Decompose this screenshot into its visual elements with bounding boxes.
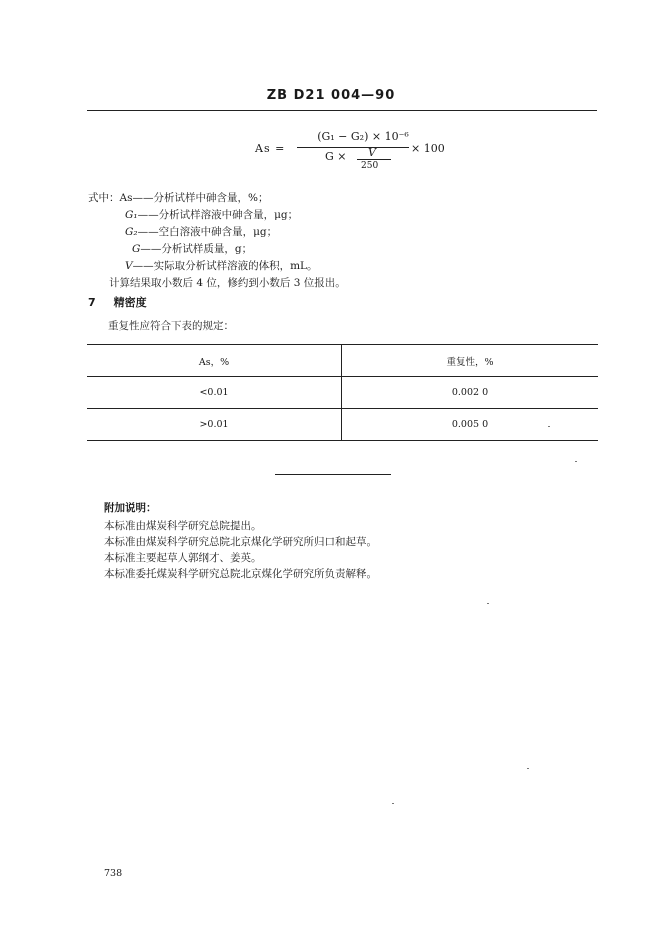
definition-symbol: G₂ — [125, 226, 138, 238]
formula-numerator: (G₁ − G₂) × 10⁻⁶ — [317, 130, 409, 143]
notes-line: 本标准主要起草人郭纲才、姜英。 — [104, 552, 262, 564]
definition-line — [88, 207, 568, 224]
document-code: ZB D21 004—90 — [266, 88, 396, 103]
definition-line — [88, 258, 568, 275]
section-title: 精密度 — [113, 296, 147, 309]
section-heading — [88, 294, 165, 310]
table-cell: 0.002 0 — [342, 377, 599, 409]
scan-speck — [575, 461, 577, 462]
scan-speck — [487, 603, 489, 604]
page-number: 738 — [104, 868, 123, 879]
formula-v-denominator: 250 — [361, 161, 379, 171]
definition-text: ——分析试样质量，g； — [140, 243, 253, 255]
definition-line — [88, 190, 568, 207]
definition-text: ——空白溶液中砷含量，μg； — [137, 226, 278, 238]
scan-speck — [392, 803, 394, 804]
definition-text: ——分析试样中砷含量，%； — [132, 192, 269, 204]
definition-line — [88, 224, 568, 241]
notes-title: 附加说明： — [104, 502, 157, 514]
header-rule — [87, 110, 597, 111]
definition-text: ——分析试样溶液中砷含量，μg； — [137, 209, 299, 221]
formula-v-numerator: V — [368, 146, 376, 159]
definition-symbol: G₁ — [125, 209, 138, 221]
notes-line: 本标准由煤炭科学研究总院提出。 — [104, 520, 262, 532]
notes-line: 本标准委托煤炭科学研究总院北京煤化学研究所负责解释。 — [104, 568, 377, 580]
table-cell: <0.01 — [87, 377, 342, 409]
table-cell: 0.005 0 — [342, 409, 599, 441]
notes-line: 本标准由煤炭科学研究总院北京煤化学研究所归口和起草。 — [104, 536, 377, 548]
scan-speck — [527, 768, 529, 769]
table-row — [87, 409, 598, 441]
formula-small-fraction-bar — [357, 159, 391, 160]
precision-table — [87, 344, 598, 441]
formula — [255, 130, 455, 180]
result-note: 计算结果取小数后 4 位，修约到小数后 3 位报出。 — [109, 277, 346, 289]
table-cell: >0.01 — [87, 409, 342, 441]
end-separator — [275, 474, 391, 475]
table-header-cell: As，% — [87, 345, 342, 377]
formula-tail: × 100 — [411, 142, 445, 155]
table-header-row — [87, 345, 598, 377]
formula-fraction-bar — [297, 147, 409, 148]
section-intro: 重复性应符合下表的规定： — [108, 320, 234, 332]
definition-text: ——实际取分析试样溶液的体积，mL。 — [132, 260, 318, 272]
additional-notes — [104, 500, 584, 582]
definition-symbol: G — [132, 243, 141, 255]
table-header-cell: 重复性，% — [342, 345, 599, 377]
table-row — [87, 377, 598, 409]
formula-lhs: As = — [255, 142, 286, 155]
definition-symbol: V — [125, 260, 133, 272]
section-number: 7 — [88, 296, 96, 309]
definitions — [88, 190, 568, 292]
definition-line — [88, 241, 568, 258]
scan-speck — [548, 426, 550, 427]
definition-symbol: 式中：As — [88, 192, 133, 204]
formula-denominator: G × — [325, 150, 347, 163]
